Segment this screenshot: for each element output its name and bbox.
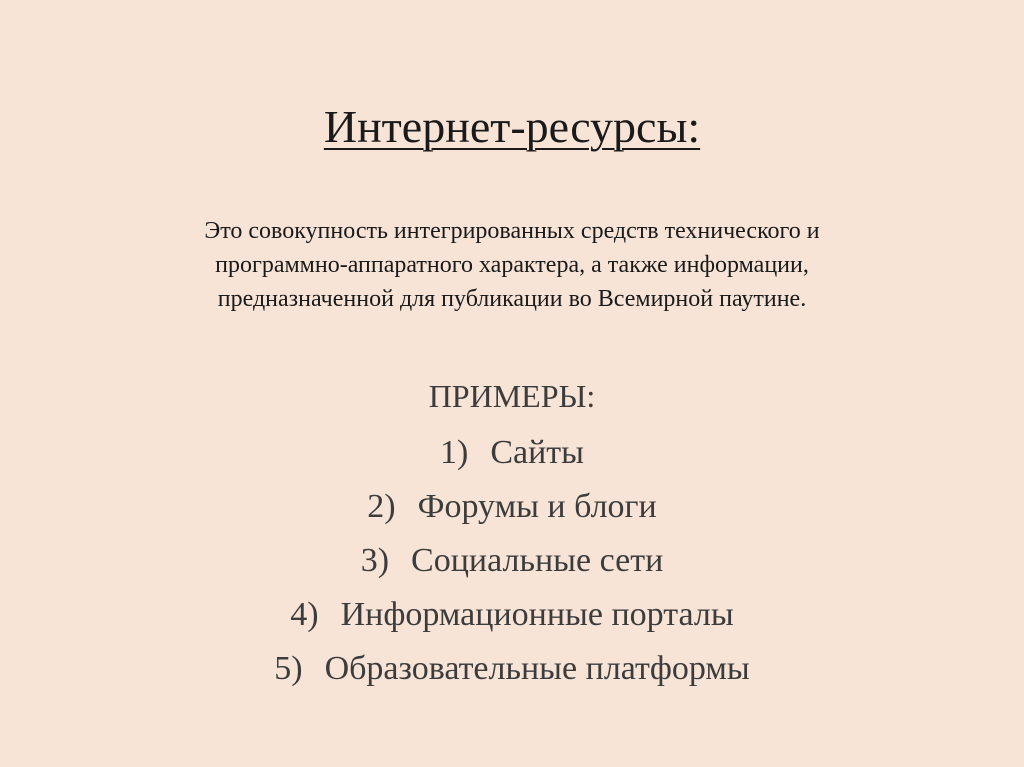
list-item bbox=[0, 588, 1024, 642]
list-item bbox=[0, 642, 1024, 696]
list-item-text: Информационные порталы bbox=[340, 596, 734, 633]
list-item-number: 1) bbox=[440, 434, 469, 471]
list-item-text: Социальные сети bbox=[411, 542, 664, 579]
examples-heading: ПРИМЕРЫ: bbox=[428, 378, 596, 414]
examples-list bbox=[0, 426, 1024, 696]
definition-line: Это совокупность интегрированных средств технического и bbox=[204, 218, 820, 244]
list-item-text: Образовательные платформы bbox=[324, 650, 750, 687]
definition-line: предназначенной для публикации во Всемирной паутине. bbox=[217, 286, 807, 312]
list-item-number: 2) bbox=[367, 488, 396, 525]
list-item-text: Сайты bbox=[490, 434, 584, 471]
definition-text bbox=[112, 214, 912, 316]
list-item-number: 3) bbox=[360, 542, 390, 579]
list-item bbox=[0, 534, 1024, 588]
list-item-text: Форумы и блоги bbox=[417, 488, 657, 525]
list-item bbox=[0, 426, 1024, 480]
list-item bbox=[0, 480, 1024, 534]
list-item-number: 5) bbox=[274, 650, 303, 687]
slide-title: Интернет-ресурсы: bbox=[323, 101, 701, 152]
list-item-number: 4) bbox=[290, 596, 319, 633]
definition-line: программно-аппаратного характера, а также информации, bbox=[215, 252, 809, 278]
